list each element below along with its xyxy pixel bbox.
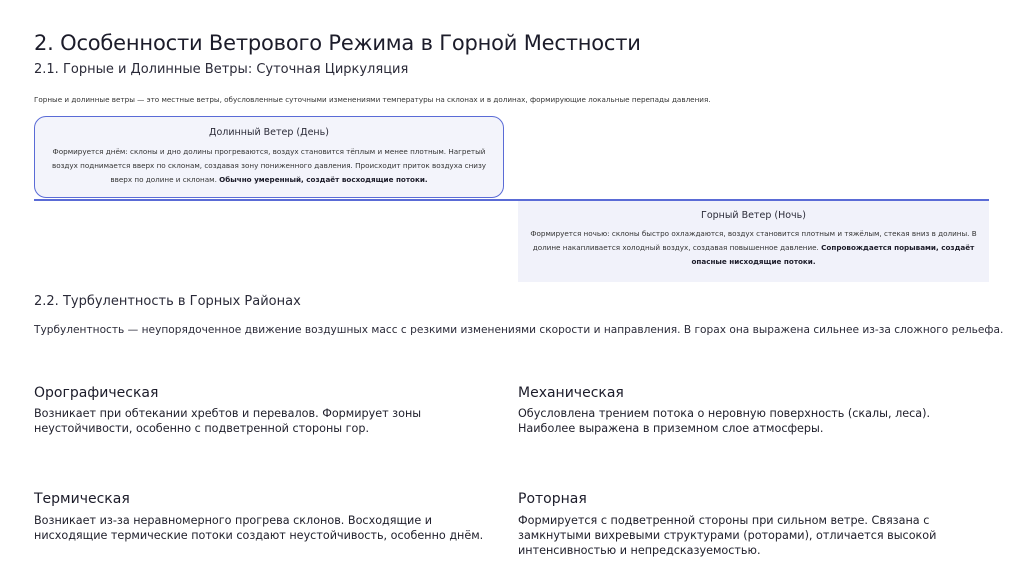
turbulence-type-title: Роторная (518, 491, 587, 507)
valley-wind-body: Формируется днём: склоны и дно долины прогреваются, воздух становится тёплым и менее плотным. Нагретый воздух поднимается вверх по склонам, создавая зону пониженного давления. Происходит приток воздуха снизу вверх по долине и склонам. (51, 147, 487, 184)
turbulence-type-description: Формируется с подветренной стороны при сильном ветре. Связана с замкнутыми вихревыми структурами (роторами), отличается высокой интенсивностью и непредсказуемостью. (518, 514, 937, 557)
section-heading-turbulence: 2.2. Турбулентность в Горных Районах (34, 294, 301, 309)
turbulence-type-description: Обусловлена трением потока о неровную поверхность (скалы, леса). Наиболее выражена в приземном слое атмосферы. (518, 407, 931, 435)
turbulence-type-title: Термическая (34, 491, 130, 507)
turbulence-type-title: Механическая (518, 385, 624, 401)
turbulence-type-description: Возникает из-за неравномерного прогрева склонов. Восходящие и нисходящие термические потоки создают неустойчивость, особенно днём. (34, 514, 484, 542)
mountain-wind-card (518, 201, 989, 282)
turbulence-type-description: Возникает при обтекании хребтов и перевалов. Формирует зоны неустойчивости, особенно с подветренной стороны гор. (34, 407, 422, 435)
mountain-wind-description (518, 227, 989, 269)
mountain-wind-emphasis: Сопровождается порывами, создаёт опасные нисходящие потоки. (691, 243, 975, 266)
mountain-wind-title: Горный Ветер (Ночь) (701, 210, 806, 221)
valley-wind-emphasis: Обычно умеренный, создаёт восходящие потоки. (219, 175, 428, 184)
section-heading-wind-circulation: 2.1. Горные и Долинные Ветры: Суточная Циркуляция (34, 62, 409, 77)
turbulence-type-title: Орографическая (34, 385, 159, 401)
valley-wind-description (35, 145, 503, 187)
mountain-wind-body: Формируется ночью: склоны быстро охлаждаются, воздух становится плотным и тяжёлым, стекая вниз в долины. В долине накапливается холодный воздух, создавая повышенное давление. (530, 229, 977, 252)
valley-wind-title: Долинный Ветер (День) (209, 127, 329, 138)
section-intro-winds: Горные и долинные ветры — это местные ветры, обусловленные суточными изменениями температуры на склонах и в долинах, формирующие локальные перепады давления. (34, 95, 711, 104)
page-title: 2. Особенности Ветрового Режима в Горной Местности (34, 31, 641, 55)
turbulence-intro: Турбулентность — неупорядоченное движение воздушных масс с резкими изменениями скорости и направления. В горах она выражена сильнее из-за сложного рельефа. (34, 324, 1004, 336)
valley-wind-card (34, 116, 504, 198)
